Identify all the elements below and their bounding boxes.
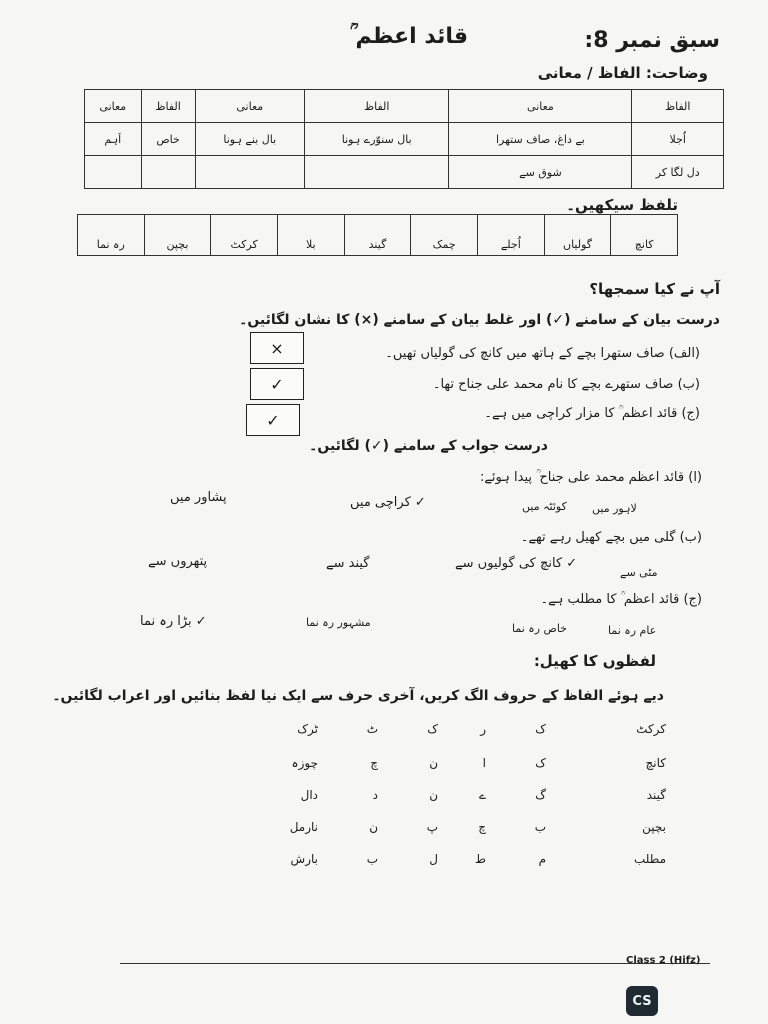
word-game-row (200, 756, 670, 780)
talaffuz-word: کرکٹ (210, 215, 277, 255)
talaffuz-word: گیند (344, 215, 411, 255)
table-cell: بال سنوّرے ہونا (305, 123, 449, 156)
table-cell: شوق سے (449, 156, 632, 189)
mcq-option[interactable]: کوئٹہ میں (522, 500, 567, 513)
statement-2: (ب) صاف ستھرے بچے کا نام محمد علی جناح تھا۔ (432, 377, 700, 392)
mcq-option[interactable]: ✓ کانچ کی گولیوں سے (455, 556, 578, 571)
talaffuz-word: اُجلے (477, 215, 544, 255)
mcq-question-1: (ا) قائد اعظم محمد علی جناح ؒ پیدا ہوئے: (479, 470, 702, 485)
table-row (85, 123, 724, 156)
table-cell (141, 156, 195, 189)
table-cell (305, 156, 449, 189)
letter: ب (366, 852, 378, 866)
header-cell: معانی (85, 90, 142, 123)
statement-1: (الف) صاف ستھرا بچے کے ہاتھ میں کانچ کی گولیاں تھیں۔ (385, 346, 700, 361)
new-word: بارش (290, 852, 318, 866)
mcq-option[interactable]: خاص رہ نما (512, 622, 567, 635)
word: کرکٹ (636, 722, 666, 736)
mcq-option[interactable]: ✓ بڑا رہ نما (140, 614, 207, 629)
letter: ک (535, 722, 546, 736)
answer-box-3[interactable]: ✓ (246, 404, 300, 436)
understanding-heading: آپ نے کیا سمجھا؟ (589, 280, 720, 298)
talaffuz-heading: تلفظ سیکھیں۔ (566, 196, 678, 214)
footer-divider (120, 963, 710, 964)
mcq-option[interactable]: پتھروں سے (148, 554, 208, 569)
talaffuz-word: بچپن (144, 215, 211, 255)
word: مطلب (633, 852, 666, 866)
word-game-row (200, 722, 670, 746)
mcq-question-3: (ج) قائد اعظم ؒ کا مطلب ہے۔ (540, 592, 702, 607)
letter: ا (482, 756, 486, 770)
new-word: دال (300, 788, 318, 802)
word: کانچ (645, 756, 666, 770)
table-cell: اُجلا (632, 123, 724, 156)
header-cell: معانی (449, 90, 632, 123)
header-cell: الفاظ (305, 90, 449, 123)
lesson-title: قائد اعظم ؒ (349, 24, 468, 49)
talaffuz-word: گولیاں (544, 215, 611, 255)
camscanner-icon (626, 986, 658, 1016)
new-word: ٹرک (297, 722, 318, 736)
talaffuz-word: چمک (410, 215, 477, 255)
word-game-heading: لفظوں کا کھیل: (533, 652, 656, 670)
lesson-number: سبق نمبر 8: (584, 28, 720, 53)
table-cell: اَہم (85, 123, 142, 156)
mcq-option[interactable]: ✓ کراچی میں (350, 495, 426, 510)
letter: ب (534, 820, 546, 834)
answer-box-1[interactable]: × (250, 332, 304, 364)
letter: ے (478, 788, 486, 802)
mcq-option[interactable]: گیند سے (326, 556, 370, 571)
word: بچپن (642, 820, 666, 834)
letter: گ (535, 788, 546, 802)
table-row (85, 156, 724, 189)
table-cell: بال بنے ہونا (195, 123, 304, 156)
vocab-table (84, 89, 724, 189)
table-cell (195, 156, 304, 189)
letter: ک (535, 756, 546, 770)
letter: ٹ (366, 722, 378, 736)
letter: ط (474, 852, 486, 866)
mcq-instruction: درست جواب کے سامنے (✓) لگائیں۔ (309, 438, 548, 454)
table-cell (85, 156, 142, 189)
mcq-option[interactable]: لاہور میں (592, 502, 637, 515)
word-game-row (200, 852, 670, 876)
talaffuz-word: بلا (277, 215, 344, 255)
true-false-instruction: درست بیان کے سامنے (✓) اور غلط بیان کے سامنے (×) کا نشان لگائیں۔ (239, 312, 720, 328)
mcq-option[interactable]: مٹی سے (620, 566, 658, 579)
header-cell: الفاظ (141, 90, 195, 123)
new-word: چوزہ (291, 756, 318, 770)
mcq-option[interactable]: پشاور میں (170, 490, 227, 505)
explanation-label: وضاحت: الفاظ / معانی (537, 64, 708, 82)
word-game-instruction: دیے ہوئے الفاظ کے حروف الگ کریں، آخری حرف سے ایک نیا لفظ بنائیں اور اعراب لگائیں۔ (52, 688, 664, 704)
talaffuz-word: رہ نما (96, 238, 125, 251)
letter: ن (429, 788, 438, 802)
letter: چ (370, 756, 378, 770)
letter: د (372, 788, 378, 802)
new-word: نارمل (289, 820, 318, 834)
letter: ل (429, 852, 438, 866)
letter: ک (427, 722, 438, 736)
talaffuz-word: کانچ (610, 215, 677, 255)
header-cell: معانی (195, 90, 304, 123)
scanner-badge-label: CS (632, 993, 652, 1009)
letter: م (538, 852, 546, 866)
table-cell: خاص (141, 123, 195, 156)
letter: ن (429, 756, 438, 770)
letter: چ (478, 820, 486, 834)
letter: پ (426, 820, 438, 834)
talaffuz-strip (77, 214, 678, 256)
word-game-row (200, 820, 670, 844)
mcq-option[interactable]: عام رہ نما (608, 624, 657, 637)
table-cell: بے داغ، صاف ستھرا (449, 123, 632, 156)
table-row (85, 90, 724, 123)
mcq-option[interactable]: مشہور رہ نما (306, 616, 371, 629)
word: گیند (646, 788, 666, 802)
word-game-row (200, 788, 670, 812)
letter: ن (369, 820, 378, 834)
letter: ر (480, 722, 486, 736)
class-label: Class 2 (Hifz) (626, 955, 701, 966)
mcq-question-2: (ب) گلی میں بچے کھیل رہے تھے۔ (520, 530, 702, 545)
answer-box-2[interactable]: ✓ (250, 368, 304, 400)
header-cell: الفاظ (632, 90, 724, 123)
table-cell: دل لگا کر (632, 156, 724, 189)
statement-3: (ج) قائد اعظم ؒ کا مزار کراچی میں ہے۔ (484, 406, 700, 421)
